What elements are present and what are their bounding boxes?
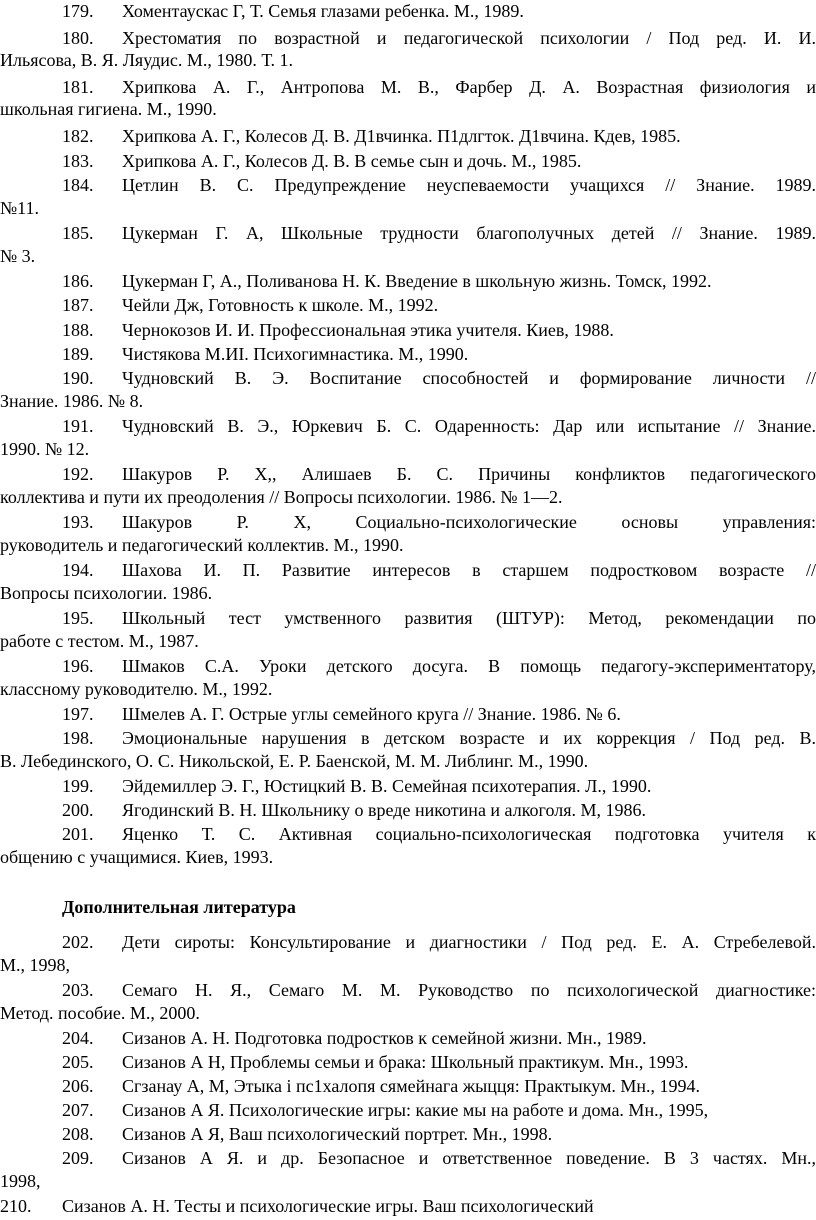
list-item xyxy=(0,1027,816,1049)
item-text-cont: Знание. 1986. № 8. xyxy=(0,391,144,411)
list-item xyxy=(0,1195,816,1217)
item-number: 202. xyxy=(62,932,94,952)
item-text: Хоментаускас Г, Т. Семья глазами ребенка. М., 1989. xyxy=(122,1,524,21)
item-text: Эмоциональные нарушения в детском возрасте и их коррекция / Под ред. В. xyxy=(122,728,816,748)
item-number: 185. xyxy=(62,223,94,243)
item-text: Цетлин В. С. Предупреждение неуспеваемости учащихся // Знание. 1989. xyxy=(122,175,816,195)
list-item xyxy=(0,1147,816,1169)
item-number: 197. xyxy=(62,704,94,724)
item-number: 207. xyxy=(62,1100,94,1120)
list-item xyxy=(0,0,816,22)
item-text: Ягодинский В. Н. Школьнику о вреде никотина и алкоголя. М, 1986. xyxy=(122,800,646,820)
item-number: 199. xyxy=(62,776,94,796)
item-text: Сизанов А Я. Психологические игры: какие мы на работе и дома. Мн., 1995, xyxy=(122,1100,709,1120)
list-item-continuation xyxy=(0,954,816,976)
list-item xyxy=(0,76,816,98)
list-item-continuation xyxy=(0,98,816,120)
item-number: 194. xyxy=(62,560,94,580)
list-item-continuation xyxy=(0,678,816,700)
item-text: Эйдемиллер Э. Г., Юстицкий В. В. Семейная психотерапия. Л., 1990. xyxy=(122,776,652,796)
item-number: 180. xyxy=(62,28,94,48)
item-text: Сизанов А Н, Проблемы семьи и брака: Школьный практикум. Мн., 1993. xyxy=(122,1052,689,1072)
item-number: 196. xyxy=(62,656,94,676)
list-item xyxy=(0,799,816,821)
list-item xyxy=(0,1075,816,1097)
item-number: 204. xyxy=(62,1028,94,1048)
item-text: Чернокозов И. И. Профессиональная этика учителя. Киев, 1988. xyxy=(122,320,614,340)
list-item-continuation xyxy=(0,534,816,556)
item-text: Школьный тест умственного развития (ШТУР): Метод, рекомендации по xyxy=(122,608,816,628)
item-text: Сизанов А Я. и др. Безопасное и ответственное поведение. В 3 частях. Мн., xyxy=(122,1148,816,1168)
item-text-cont: работе с тестом. М., 1987. xyxy=(0,631,199,651)
section-heading: Дополнительная литература xyxy=(62,897,296,917)
item-number: 209. xyxy=(62,1148,94,1168)
list-item-continuation xyxy=(0,750,816,772)
item-text-cont: школьная гигиена. М., 1990. xyxy=(0,99,217,119)
item-text: Шмаков С.А. Уроки детского досуга. В помощь педагогу-экспериментатору, xyxy=(122,656,816,676)
list-item xyxy=(0,703,816,725)
item-number: 200. xyxy=(62,800,94,820)
item-text-cont: общению с учащимися. Киев, 1993. xyxy=(0,847,274,867)
list-item xyxy=(0,1123,816,1145)
list-item xyxy=(0,367,816,389)
item-text: Шакуров Р. Х,, Алишаев Б. С. Причины конфликтов педагогического xyxy=(122,464,816,484)
item-text-cont: 1990. № 12. xyxy=(0,439,90,459)
item-text-cont: классному руководителю. М., 1992. xyxy=(0,679,273,699)
list-item xyxy=(0,823,816,845)
list-item xyxy=(0,150,816,172)
item-text: Сизанов А. Н. Тесты и психологические игры. Ваш психологический xyxy=(62,1196,594,1216)
item-text: Хрипкова А. Г., Колесов Д. В. Д1вчинка. П1длгток. Д1вчина. Кдев, 1985. xyxy=(122,126,681,146)
item-text-cont: коллектива и пути их преодоления // Вопросы психологии. 1986. № 1—2. xyxy=(0,487,563,507)
list-item-continuation xyxy=(0,846,816,868)
item-text: Сизанов А. Н. Подготовка подростков к семейной жизни. Мн., 1989. xyxy=(122,1028,647,1048)
list-item xyxy=(0,727,816,749)
item-number: 198. xyxy=(62,728,94,748)
item-number: 205. xyxy=(62,1052,94,1072)
list-item xyxy=(0,125,816,147)
item-number: 181. xyxy=(62,77,94,97)
list-item-continuation xyxy=(0,390,816,412)
item-text: Цукерман Г, А., Поливанова Н. К. Введение в школьную жизнь. Томск, 1992. xyxy=(122,271,712,291)
list-item-continuation xyxy=(0,197,816,219)
item-text: Сгзанау А, М, Этыка і пс1халопя сямейнага жыцця: Практыкум. Мн., 1994. xyxy=(122,1076,701,1096)
list-item xyxy=(0,559,816,581)
list-item xyxy=(0,463,816,485)
list-item xyxy=(0,655,816,677)
item-number: 186. xyxy=(62,271,94,291)
list-item xyxy=(0,607,816,629)
item-number: 179. xyxy=(62,1,94,21)
item-text: Шахова И. П. Развитие интересов в старшем подростковом возрасте // xyxy=(122,560,816,580)
item-text: Цукерман Г. А, Школьные трудности благополучных детей // Знание. 1989. xyxy=(122,223,816,243)
item-text-cont: М., 1998, xyxy=(0,955,71,975)
list-item xyxy=(0,319,816,341)
list-item-continuation xyxy=(0,582,816,604)
item-text: Чистякова М.ИI. Психогимнастика. М., 1990. xyxy=(122,344,469,364)
item-text: Хрестоматия по возрастной и педагогической психологии / Под ред. И. И. xyxy=(122,28,816,48)
list-item-continuation xyxy=(0,486,816,508)
list-item xyxy=(0,511,816,533)
item-text: Чудновский В. Э. Воспитание способностей и формирование личности // xyxy=(122,368,816,388)
list-item xyxy=(0,222,816,244)
item-text-cont: В. Лебединского, О. С. Никольской, Е. Р. Баенской, М. М. Либлинг. М., 1990. xyxy=(0,751,589,771)
list-item xyxy=(0,931,816,953)
list-item xyxy=(0,294,816,316)
list-item xyxy=(0,174,816,196)
item-number: 188. xyxy=(62,320,94,340)
item-number: 192. xyxy=(62,464,94,484)
item-number: 206. xyxy=(62,1076,94,1096)
item-number: 182. xyxy=(62,126,94,146)
item-text-cont: №11. xyxy=(0,198,40,218)
item-number: 193. xyxy=(62,512,94,532)
item-text: Хрипкова А. Г., Антропова М. В., Фарбер Д. А. Возрастная физиология и xyxy=(122,77,816,97)
item-text: Семаго Н. Я., Семаго М. М. Руководство по психологической диагностике: xyxy=(122,980,816,1000)
item-text-cont: Ильясова, В. Я. Ляудис. М., 1980. Т. 1. xyxy=(0,50,294,70)
item-text: Чейли Дж, Готовность к школе. М., 1992. xyxy=(122,295,439,315)
item-text-cont: 1998, xyxy=(0,1171,41,1191)
item-text: Дети сироты: Консультирование и диагностики / Под ред. Е. А. Стребелевой. xyxy=(122,932,816,952)
item-number: 208. xyxy=(62,1124,94,1144)
list-item xyxy=(0,775,816,797)
item-text: Хрипкова А. Г., Колесов Д. В. В семье сын и дочь. М., 1985. xyxy=(122,151,582,171)
list-item-continuation xyxy=(0,438,816,460)
list-item xyxy=(0,1051,816,1073)
list-item xyxy=(0,415,816,437)
list-item-continuation xyxy=(0,1170,816,1192)
item-text: Яценко Т. С. Активная социально-психологическая подготовка учителя к xyxy=(122,824,816,844)
item-number: 191. xyxy=(62,416,94,436)
item-number: 195. xyxy=(62,608,94,628)
list-item xyxy=(0,27,816,49)
item-text-cont: Метод. пособие. М., 2000. xyxy=(0,1003,200,1023)
item-number: 201. xyxy=(62,824,94,844)
list-item xyxy=(0,1099,816,1121)
list-item xyxy=(0,343,816,365)
item-number: 210. xyxy=(0,1196,32,1216)
item-text-cont: руководитель и педагогический коллектив. М., 1990. xyxy=(0,535,404,555)
list-item-continuation xyxy=(0,245,816,267)
list-item-continuation xyxy=(0,1002,816,1024)
item-text-cont: № 3. xyxy=(0,246,36,266)
item-number: 190. xyxy=(62,368,94,388)
item-text: Шмелев А. Г. Острые углы семейного круга // Знание. 1986. № 6. xyxy=(122,704,621,724)
item-number: 203. xyxy=(62,980,94,1000)
list-item-continuation xyxy=(0,630,816,652)
item-text: Чудновский В. Э., Юркевич Б. С. Одаренность: Дар или испытание // Знание. xyxy=(122,416,816,436)
item-text: Сизанов А Я, Ваш психологический портрет. Мн., 1998. xyxy=(122,1124,553,1144)
list-item xyxy=(0,270,816,292)
item-number: 189. xyxy=(62,344,94,364)
item-number: 184. xyxy=(62,175,94,195)
list-item-continuation xyxy=(0,49,816,71)
item-text: Шакуров Р. Х, Социально-психологические основы управления: xyxy=(122,512,816,532)
list-item xyxy=(0,979,816,1001)
item-number: 187. xyxy=(62,295,94,315)
item-text-cont: Вопросы психологии. 1986. xyxy=(0,583,213,603)
item-number: 183. xyxy=(62,151,94,171)
